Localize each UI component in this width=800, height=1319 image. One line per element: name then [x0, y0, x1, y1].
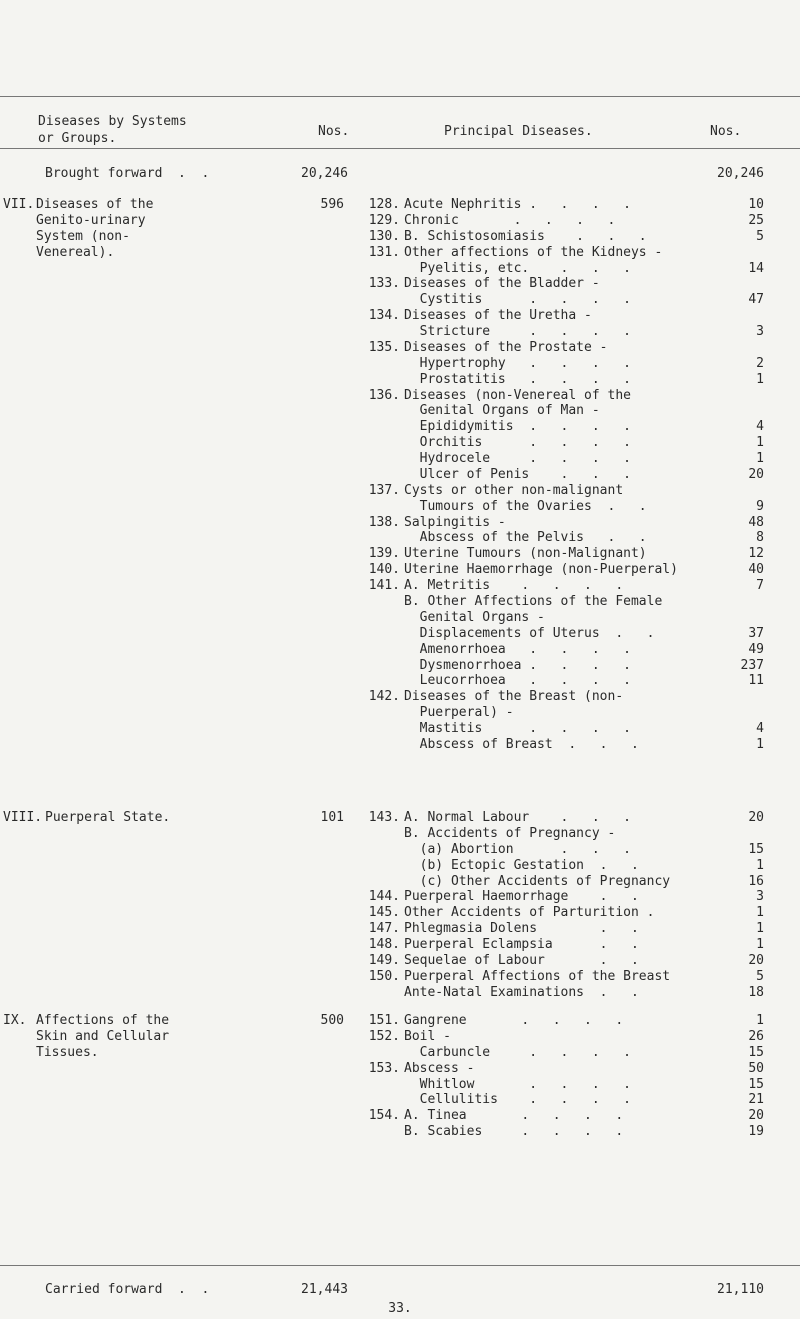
disease-count: 19 [748, 1124, 764, 1139]
disease-code: 139. [368, 546, 400, 561]
disease-name: Diseases of the Prostate - [404, 340, 608, 355]
group-total: 596 [320, 197, 344, 212]
disease-name: B. Other Affections of the Female [404, 594, 663, 609]
group-name-line: System (non- [36, 229, 130, 244]
disease-code: 134. [368, 308, 400, 323]
disease-name: A. Metritis . . . . [404, 578, 624, 593]
disease-name: Leucorrhoea . . . . [404, 673, 631, 688]
disease-name: Genital Organs - [404, 610, 545, 625]
brought-forward-left-total: 20,246 [301, 166, 348, 181]
disease-name: Other affections of the Kidneys - [404, 245, 663, 260]
disease-count: 20 [748, 953, 764, 968]
disease-name: Cysts or other non-malignant [404, 483, 624, 498]
disease-code: 151. [368, 1013, 400, 1028]
disease-count: 11 [748, 673, 764, 688]
disease-name: Chronic . . . . [404, 213, 616, 228]
group-name-line: Genito-urinary [36, 213, 146, 228]
disease-code: 148. [368, 937, 400, 952]
disease-name: Mastitis . . . . [404, 721, 631, 736]
disease-name: Hydrocele . . . . [404, 451, 631, 466]
disease-name: Amenorrhoea . . . . [404, 642, 631, 657]
footer-rule [0, 1265, 800, 1266]
disease-name: Ante-Natal Examinations . . [404, 985, 639, 1000]
disease-code: 128. [368, 197, 400, 212]
disease-name: Pyelitis, etc. . . . [404, 261, 631, 276]
disease-code: 152. [368, 1029, 400, 1044]
disease-name: Prostatitis . . . . [404, 372, 631, 387]
top-rule [0, 96, 800, 97]
disease-name: Puerperal) - [404, 705, 514, 720]
disease-name: Sequelae of Labour . . [404, 953, 639, 968]
disease-count: 237 [740, 658, 764, 673]
disease-code: 137. [368, 483, 400, 498]
disease-name: (a) Abortion . . . [404, 842, 631, 857]
disease-name: Carbuncle . . . . [404, 1045, 631, 1060]
disease-count: 5 [756, 969, 764, 984]
group-name-line: Diseases of the [36, 197, 154, 212]
disease-name: A. Normal Labour . . . [404, 810, 631, 825]
disease-count: 25 [748, 213, 764, 228]
disease-code: 133. [368, 276, 400, 291]
disease-count: 10 [748, 197, 764, 212]
disease-name: (c) Other Accidents of Pregnancy [404, 874, 671, 889]
disease-count: 1 [756, 858, 764, 873]
header-systems-line1: Diseases by Systems [38, 114, 187, 129]
header-principal-diseases: Principal Diseases. [444, 124, 593, 139]
disease-code: 150. [368, 969, 400, 984]
disease-name: Diseases of the Breast (non- [404, 689, 624, 704]
disease-name: Tumours of the Ovaries . . [404, 499, 647, 514]
disease-name: Whitlow . . . . [404, 1077, 631, 1092]
disease-count: 1 [756, 451, 764, 466]
disease-name: Diseases of the Bladder - [404, 276, 600, 291]
disease-count: 1 [756, 737, 764, 752]
disease-name: Epididymitis . . . . [404, 419, 631, 434]
disease-name: Boil - [404, 1029, 451, 1044]
header-systems-line2: or Groups. [38, 131, 117, 146]
disease-count: 16 [748, 874, 764, 889]
disease-count: 1 [756, 921, 764, 936]
group-roman: IX. [3, 1013, 27, 1028]
disease-name: Uterine Haemorrhage (non-Puerperal) [404, 562, 678, 577]
disease-name: Phlegmasia Dolens . . [404, 921, 639, 936]
disease-name: Diseases of the Uretha - [404, 308, 592, 323]
disease-code: 140. [368, 562, 400, 577]
header-nos-right: Nos. [710, 124, 742, 139]
group-total: 101 [320, 810, 344, 825]
group-name-line: Tissues. [36, 1045, 99, 1060]
disease-count: 4 [756, 419, 764, 434]
disease-name: Stricture . . . . [404, 324, 631, 339]
header-rule [0, 148, 800, 149]
disease-code: 153. [368, 1061, 400, 1076]
disease-name: B. Accidents of Pregnancy - [404, 826, 616, 841]
disease-count: 1 [756, 372, 764, 387]
page-number: 33. [388, 1301, 412, 1316]
disease-count: 1 [756, 905, 764, 920]
disease-code: 145. [368, 905, 400, 920]
disease-name: Puerperal Eclampsia . . [404, 937, 639, 952]
group-name-line: Skin and Cellular [36, 1029, 170, 1044]
disease-name: B. Schistosomiasis . . . [404, 229, 647, 244]
group-name-line: Venereal). [36, 245, 115, 260]
disease-code: 136. [368, 388, 400, 403]
disease-count: 12 [748, 546, 764, 561]
disease-name: (b) Ectopic Gestation . . [404, 858, 639, 873]
disease-count: 21 [748, 1092, 764, 1107]
disease-name: Uterine Tumours (non-Malignant) [404, 546, 647, 561]
group-roman: VII. [3, 197, 35, 212]
group-total: 500 [320, 1013, 344, 1028]
carried-forward-right-total: 21,110 [717, 1282, 764, 1297]
carried-forward-label: Carried forward . . [45, 1282, 210, 1297]
disease-name: Hypertrophy . . . . [404, 356, 631, 371]
disease-count: 5 [756, 229, 764, 244]
disease-name: Puerperal Haemorrhage . . [404, 889, 639, 904]
disease-code: 135. [368, 340, 400, 355]
disease-code: 131. [368, 245, 400, 260]
brought-forward-right-total: 20,246 [717, 166, 764, 181]
disease-count: 1 [756, 435, 764, 450]
disease-name: Salpingitis - [404, 515, 506, 530]
disease-name: A. Tinea . . . . [404, 1108, 624, 1123]
disease-name: Displacements of Uterus . . [404, 626, 655, 641]
disease-count: 47 [748, 292, 764, 307]
disease-count: 37 [748, 626, 764, 641]
disease-count: 20 [748, 1108, 764, 1123]
disease-count: 15 [748, 1077, 764, 1092]
disease-count: 15 [748, 842, 764, 857]
disease-code: 141. [368, 578, 400, 593]
disease-count: 26 [748, 1029, 764, 1044]
disease-code: 129. [368, 213, 400, 228]
disease-name: B. Scabies . . . . [404, 1124, 624, 1139]
disease-count: 1 [756, 937, 764, 952]
disease-name: Abscess of Breast . . . [404, 737, 639, 752]
disease-count: 9 [756, 499, 764, 514]
disease-count: 18 [748, 985, 764, 1000]
disease-code: 142. [368, 689, 400, 704]
disease-count: 40 [748, 562, 764, 577]
group-name-line: Affections of the [36, 1013, 170, 1028]
disease-name: Genital Organs of Man - [404, 403, 600, 418]
disease-code: 138. [368, 515, 400, 530]
disease-code: 147. [368, 921, 400, 936]
disease-name: Dysmenorrhoea . . . . [404, 658, 631, 673]
disease-name: Puerperal Affections of the Breast [404, 969, 671, 984]
disease-count: 8 [756, 530, 764, 545]
disease-code: 154. [368, 1108, 400, 1123]
disease-count: 14 [748, 261, 764, 276]
disease-count: 49 [748, 642, 764, 657]
disease-count: 15 [748, 1045, 764, 1060]
carried-forward-left-total: 21,443 [301, 1282, 348, 1297]
header-nos-left: Nos. [318, 124, 350, 139]
disease-code: 149. [368, 953, 400, 968]
disease-count: 48 [748, 515, 764, 530]
disease-name: Orchitis . . . . [404, 435, 631, 450]
disease-count: 4 [756, 721, 764, 736]
disease-name: Cellulitis . . . . [404, 1092, 631, 1107]
disease-count: 50 [748, 1061, 764, 1076]
disease-code: 130. [368, 229, 400, 244]
disease-name: Diseases (non-Venereal of the [404, 388, 631, 403]
disease-count: 7 [756, 578, 764, 593]
group-roman: VIII. [3, 810, 43, 825]
disease-name: Cystitis . . . . [404, 292, 631, 307]
disease-count: 20 [748, 810, 764, 825]
disease-code: 143. [368, 810, 400, 825]
disease-name: Other Accidents of Parturition . [404, 905, 655, 920]
disease-count: 1 [756, 1013, 764, 1028]
disease-count: 3 [756, 889, 764, 904]
disease-count: 3 [756, 324, 764, 339]
disease-name: Gangrene . . . . [404, 1013, 624, 1028]
disease-name: Abscess of the Pelvis . . [404, 530, 647, 545]
disease-count: 20 [748, 467, 764, 482]
brought-forward-label: Brought forward . . [45, 166, 210, 181]
disease-name: Acute Nephritis . . . . [404, 197, 631, 212]
disease-name: Abscess - [404, 1061, 475, 1076]
disease-name: Ulcer of Penis . . . [404, 467, 631, 482]
disease-code: 144. [368, 889, 400, 904]
disease-count: 2 [756, 356, 764, 371]
group-name-line: Puerperal State. [45, 810, 171, 825]
